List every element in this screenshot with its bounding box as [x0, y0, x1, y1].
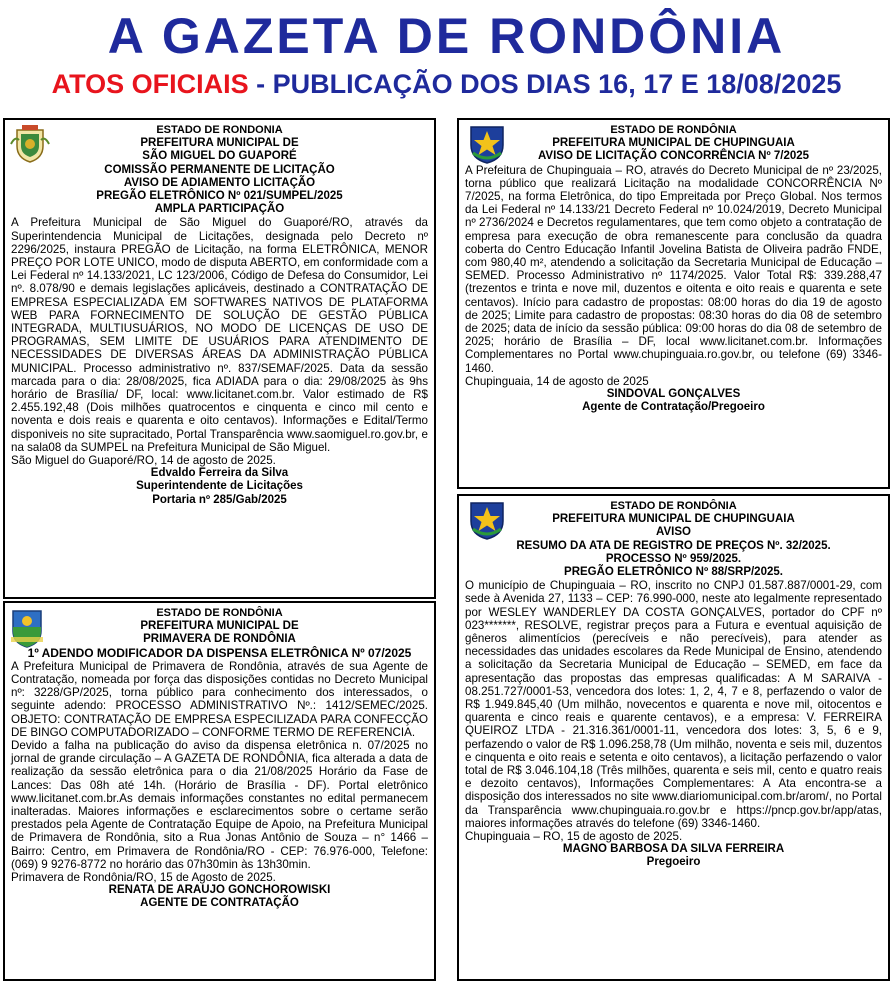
- signatory-role: AGENTE DE CONTRATAÇÃO: [140, 897, 299, 910]
- state-heading: ESTADO DE RONDÔNIA: [156, 607, 283, 619]
- signatory-role: Pregoeiro: [646, 856, 701, 869]
- notice-body: O município de Chupinguaia – RO, inscrito no CNPJ 01.587.887/0001-29, com sede à Avenida 27, 1133 – CEP: 76.990-000, neste ato legalmente representado por WESLEY WANDERLEY DA COSTA GONÇALVES, portador do CPF nº 023*******, RESOLVE, registrar preços para a Futura e eventual aquisição de gêneros alimentícios (perecíveis e não perecíveis), para atender as necessidades das unidades escolares da Rede Municipal de Ensino, atendendo a solicitação da Secretaria Municipal de Educação – SEMED, em face da apresentação das propostas das empresas qualificadas: A M SARAIVA - 08.251.727/0001-53, vencedora dos lotes: 1, 2, 4, 7 e 8, perfazendo o valor de R$ 1.949.845,40 (Um milhão, novecentos e quarenta e nove mil, oitocentos e quarenta e cinco reais e quarente centavos), e a empresa: V. FERREIRA QUEIROZ LTDA - 21.316.361/0001-11, vencedora dos lotes: 3, 5, 6 e 9, perfazendo o valor de R$ 1.096.258,78 (Um milhão, noventa e seis mil, duzentos e cinquenta e oito reais e setenta e oito centavos), a licitação perfazendo o valor total de R$ 3.046.104,18 (Três milhões, quarenta e seis mil, cento e quatro reais e dezoito centavos), Informações Complementares: A Ata encontra-se a disposição dos interessados no site www.diariomunicipal.com.br/arom/, no Portal da Transparência www.chupinguaia.ro.gov.br e https://pncp.gov.br/app/atas, maiores informações através do telefone (69) 3346-1460.: [465, 579, 882, 830]
- notice-body-paragraph-2: Devido a falha na publicação do aviso da dispensa eletrônica n. 07/2025 no jornal de grande circulação – A GAZETA DE RONDÔNIA, fica alterada a data de realização da sessão eletrônica para o dia 21/08/2025 Horário da Fase de Lances: Das 08h até 14h. (Horário de Brasília - DF). Portal eletrônico www.licitanet.com.br.As demais informações constantes no edital permanecem inalteradas. Maiores informações e esclarecimentos sobre o certame serão prestados pela Agente de Contratação Equipe de Apoio, na Prefeitura Municipal de Primavera de Rondônia, sito a Rua Jonas Antônio de Souza – n° 1466 – Bairro: Centro, em Primavera de Rondônia/RO - CEP: 76.976-000, Telefone: (069) 9 9276-8772 no horário das 07h30min às 13h30min.: [11, 739, 428, 871]
- notice-sao-miguel: [3, 118, 436, 599]
- primavera-crest-icon: [9, 607, 45, 649]
- signatory-name: MAGNO BARBOSA DA SILVA FERREIRA: [562, 843, 785, 856]
- signatory-name: RENATA DE ARAUJO GONCHOROWISKI: [108, 884, 331, 897]
- notice-chupinguaia-ata: [457, 494, 890, 981]
- notice-date: Chupinguaia, 14 de agosto de 2025: [465, 374, 649, 388]
- commission-heading: COMISSÃO PERMANENTE DE LICITAÇÃO: [104, 163, 335, 176]
- banner-dash: -: [248, 69, 273, 99]
- notice-date: Primavera de Rondônia/RO, 15 de Agosto de 2025.: [11, 871, 276, 885]
- notice-primavera: [3, 601, 436, 981]
- notice-body: A Prefeitura de Chupinguaia – RO, através do Decreto Municipal de nº 23/2025, torna público que realizará Licitação na modalidade CONCORRÊNCIA Nº 7/2025, na forma Eletrônica, do tipo Empreitada por Preço Global. Nos termos da Lei Federal nº 14.133/21 Decreto Federal nº 10.024/2019, Decreto Municipal nº 2736/2024 e Decretos regulamentares, que tem como objeto a contratação de empresa para execução de obra remanescente para conclusão da quadra coberta do Centro Educação Infantil Jovelina Batista de Oliveira padrão FNDE, com 980,40 m², atendendo a solicitação da Secretaria Municipal de Educação – SEMED. Processo Administrativo nº 1174/2025. Valor Total R$: 339.288,47 (trezentos e trinta e nove mil, duzentos e oitenta e oito reais e quarenta e sete centavos). Início para cadastro de propostas: 08:00 horas do dia 19 de agosto de 2025; Limite para cadastro de propostas: 08:30 horas do dia 08 de setembro de 2025; data de início da sessão pública: 09:00 horas do dia 08 de setembro de 2025; horário de Brasília – DF, local www.licitanet.com.br. Informações Complementares no Portal www.chupinguaia.ro.gov.br, ou telefone (69) 3346-1460.: [465, 163, 882, 375]
- chupinguaia-star-crest-icon: [465, 499, 509, 541]
- signatory-role: Superintendente de Licitações: [136, 480, 303, 493]
- newspaper-masthead: A GAZETA DE RONDÔNIA: [107, 8, 786, 64]
- municipality-heading: SÃO MIGUEL DO GUAPORÉ: [142, 150, 297, 163]
- notice-body: A Prefeitura Municipal de São Miguel do Guaporé/RO, através da Superintendencia Municipal de Licitações, designada pelo Decreto nº 2296/2025, instaura PREGÃO de Licitação, na forma ELETRÔNICA, MENOR PREÇO POR LOTE UNICO, modo de disputa ABERTO, em conformidade com a Lei Federal nº 14.133/2021, LC 123/2006, Código de Defesa do Consumidor, Lei nº. 8.078/90 e demais legislações aplicáveis, destinado a CONTRATAÇÃO DE EMPRESA ESPECIALIZADA EM SOFTWARES NATIVOS DE PLATAFORMA WEB PARA FORNECIMENTO DE SOLUÇÃO DE GESTÃO PÚBLICA INTEGRADA, MULTIUSUÁRIOS, NO MODO DE LICENÇAS DE USO DE PROGRAMAS, SEM LIMITE DE USUÁRIOS PARA ATENDIMENTO DE NECESSIDADES DE DIVERSAS ÁREAS DA ADMINISTRAÇÃO PÚBLICA MUNICIPAL. Processo administrativo nº. 837/SEMAF/2025. Data da sessão marcada para o dia: 28/08/2025, fica ADIADA para o dia: 29/08/2025 às 9hs horário de Brasília/ DF, local: www.licitanet.com.br. Valor estimado de R$ 2.455.192,48 (Dois milhões quatrocentos e cinquenta e cinco mil cento e noventa e dois reais e quarenta e oito centavos). Informações e Edital/Termo disponiveis no site supracitado, Portal Transparência www.saomiguel.ro.gov.br, e na sala08 da SUMPEL na Prefeitura Municipal de São Miguel.: [11, 216, 428, 454]
- atos-oficiais-label: ATOS OFICIAIS: [51, 69, 249, 99]
- chupinguaia-star-crest-icon: [465, 123, 509, 165]
- aviso-heading: AVISO: [656, 526, 691, 539]
- prefeitura-heading: PREFEITURA MUNICIPAL DE CHUPINGUAIA: [552, 137, 795, 150]
- state-heading: ESTADO DE RONDÔNIA: [610, 500, 737, 512]
- notice-chupinguaia-concorrencia: [457, 118, 890, 489]
- signatory-portaria: Portaria nº 285/Gab/2025: [152, 493, 287, 506]
- processo-heading: PROCESSO Nº 959/2025.: [605, 552, 742, 565]
- prefeitura-heading: PREFEITURA MUNICIPAL DE: [140, 137, 299, 150]
- notice-date: São Miguel do Guaporé/RO, 14 de agosto de 2025.: [11, 454, 276, 468]
- publication-banner: [0, 64, 893, 104]
- state-heading: ESTADO DE RONDÔNIA: [610, 124, 737, 136]
- prefeitura-heading: PREFEITURA MUNICIPAL DE CHUPINGUAIA: [552, 513, 795, 526]
- prefeitura-heading: PREFEITURA MUNICIPAL DE: [140, 620, 299, 633]
- pregao-heading: PREGÃO ELETRÔNICO Nº 88/SRP/2025.: [564, 566, 783, 579]
- municipality-heading: PRIMAVERA DE RONDÔNIA: [143, 633, 296, 646]
- signatory-name: SINDOVAL GONÇALVES: [606, 388, 741, 401]
- signatory-role: Agente de Contratação/Pregoeiro: [582, 401, 765, 414]
- notice-type-heading: AVISO DE LICITAÇÃO CONCORRÊNCIA Nº 7/2025: [537, 150, 810, 163]
- signatory-name: Edvaldo Ferreira da Silva: [150, 467, 289, 480]
- sao-miguel-crest-icon: [9, 124, 51, 164]
- publication-dates-label: PUBLICAÇÃO DOS DIAS 16, 17 E 18/08/2025: [272, 69, 842, 99]
- participation-heading: AMPLA PARTICIPAÇÃO: [154, 203, 285, 216]
- state-heading: ESTADO DE RONDONIA: [156, 124, 283, 136]
- notice-type-heading: AVISO DE ADIAMENTO LICITAÇÃO: [123, 176, 316, 189]
- notice-body-paragraph-1: A Prefeitura Municipal de Primavera de Rondônia, através de sua Agente de Contratação, nomeada por força das disposições contidas no Decreto Municipal nº: 3228/GP/2025, torna público para conhecimento dos interessados, o seguinte adendo: PROCESSO ADMINISTRATIVO Nº.: 1412/SEMEC/2025. OBJETO: CONTRATAÇÃO DE EMPRESA ESPECILIZADA PARA CONFECÇÃO DE BINGO COMPUTADORIZADO – CONFORME TERMO DE REFERENCIA.: [11, 659, 428, 739]
- pregao-heading: PREGÃO ELETRÔNICO Nº 021/SUMPEL/2025: [96, 190, 343, 203]
- notice-date: Chupinguaia – RO, 15 de agosto de 2025.: [465, 830, 683, 844]
- ata-heading: RESUMO DA ATA DE REGISTRO DE PREÇOS Nº. 32/2025.: [516, 539, 831, 552]
- adendo-heading: 1º ADENDO MODIFICADOR DA DISPENSA ELETRÔNICA Nº 07/2025: [27, 645, 412, 660]
